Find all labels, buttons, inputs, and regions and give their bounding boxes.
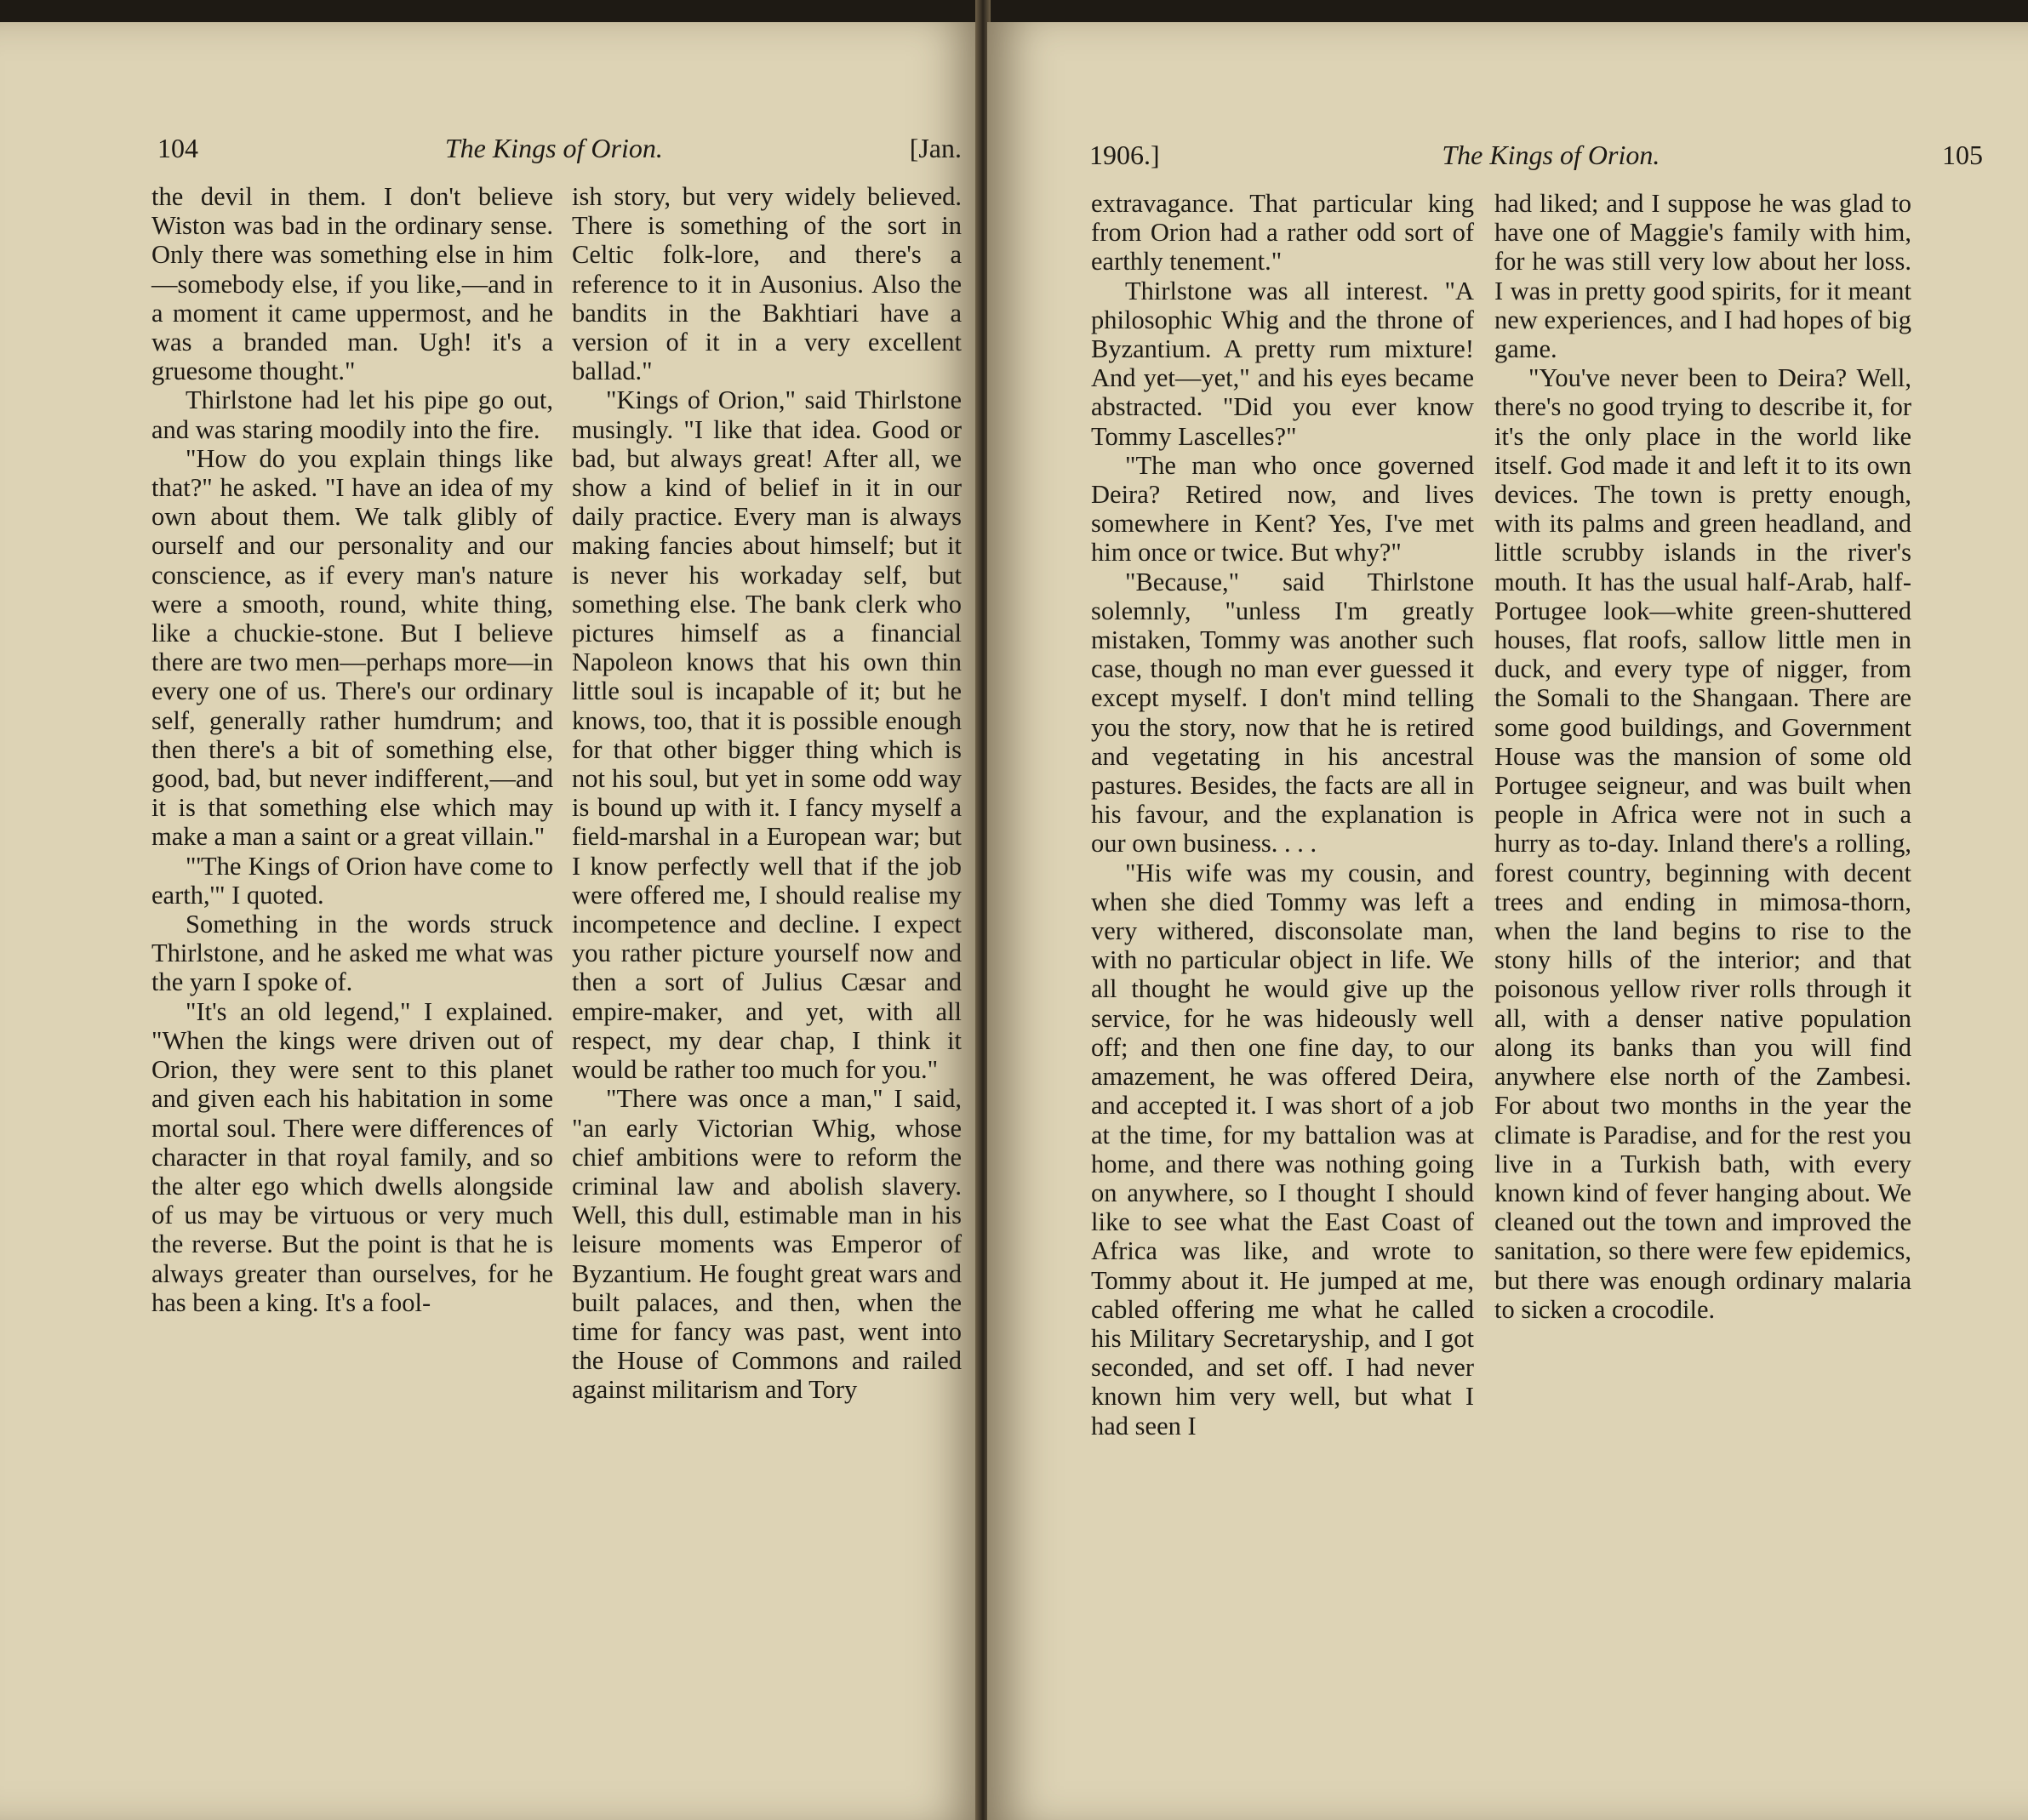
paragraph: the devil in them. I don't believe Wiston was bad in the ordinary sense. Only there was something else in him—somebody else, if you like,—and in a moment it came uppermost, and he was a branded man. Ugh! it's a gruesome thought." (151, 182, 553, 386)
right-page (987, 22, 2028, 1820)
paragraph: had liked; and I suppose he was glad to have one of Maggie's family with him, for he was still very low about her loss. I was in pretty good spirits, for it meant new experiences, and I had hopes of big game. (1494, 189, 1911, 364)
paragraph: "'The Kings of Orion have come to earth,'" I quoted. (151, 851, 553, 910)
paragraph: "The man who once governed Deira? Retired now, and lives somewhere in Kent? Yes, I've met him once or twice. But why?" (1091, 450, 1474, 568)
right-running-title: The Kings of Orion. (1442, 140, 1660, 170)
paragraph: ish story, but very widely believed. There is something of the sort in Celtic folk-lore, and there's a reference to it in Ausonius. Also the bandits in the Bakhtiari have a version of it in a very excellent ballad." (572, 182, 962, 386)
left-column-2 (572, 182, 962, 1405)
paragraph: "How do you explain things like that?" he asked. "I have an idea of my own about them. We talk glibly of ourself and our personality and our conscience, as if every man's nature were a smooth, round, white thing, like a chuckie-stone. But I believe there are two men—perhaps more—in every one of us. There's our ordinary self, generally rather humdrum; and then there's a bit of something else, good, bad, but never indifferent,—and it is that something else which may make a man a saint or a great villain." (151, 443, 553, 852)
paragraph: "There was once a man," I said, "an early Victorian Whig, whose chief ambitions were to reform the criminal law and abolish slavery. Well, this dull, estimable man in his leisure moments was Emperor of Byzantium. He fought great wars and built palaces, and then, when the time for fancy was past, went into the House of Commons and railed against militarism and Tory (572, 1084, 962, 1405)
right-page-number: 105 (1942, 140, 1983, 170)
left-column-1 (151, 182, 553, 1317)
paragraph: Something in the words struck Thirlstone, and he asked me what was the yarn I spoke of. (151, 910, 553, 997)
paragraph: "Kings of Orion," said Thirlstone musingly. "I like that idea. Good or bad, but always great! After all, we show a kind of belief in it in our daily practice. Every man is always making fancies about himself; but it is never his workaday self, but something else. The bank clerk who pictures himself as a financial Napoleon knows that his own thin little soul is incapable of it; but he knows, too, that it is possible enough for that other bigger thing which is not his soul, but yet in some odd way is bound up with it. I fancy myself a field-marshal in a European war; but I know perfectly well that if the job were offered me, I should realise my incompetence and decline. I expect you rather picture yourself now and then a sort of Julius Cæsar and empire-maker, and yet, with all respect, my dear chap, I think it would be rather too much for you." (572, 385, 962, 1085)
paragraph: Thirlstone had let his pipe go out, and was staring moodily into the fire. (151, 385, 553, 444)
left-running-title: The Kings of Orion. (444, 133, 663, 163)
paragraph: "It's an old legend," I explained. "When the kings were driven out of Orion, they were sent to this planet and given each his habitation in some mortal soul. There were differences of character in that royal family, and so the alter ego which dwells alongside of us may be virtuous or very much the reverse. But the point is that he is always greater than ourselves, for he has been a king. It's a fool- (151, 996, 553, 1317)
left-page-header (157, 133, 962, 175)
left-page (0, 22, 979, 1820)
left-page-number: 104 (157, 133, 198, 163)
right-date-mark: 1906.] (1089, 140, 1160, 170)
paragraph: extravagance. That particular king from Orion had a rather odd sort of earthly tenement." (1091, 189, 1474, 277)
paragraph: "His wife was my cousin, and when she died Tommy was left a very withered, disconsolate man, with no particular object in life. We all thought he would give up the service, for he was hideously well off; and then one fine day, to our amazement, he was offered Deira, and accepted it. I was short of a job at the time, for my battalion was at home, and there was nothing going on anywhere, so I thought I should like to see what the East Coast of Africa was like, and wrote to Tommy about it. He jumped at me, cabled offering me what he called his Military Secretaryship, and I got seconded, and set off. I had never known him very well, but what I had seen I (1091, 858, 1474, 1441)
paragraph: Thirlstone was all interest. "A philosophic Whig and the throne of Byzantium. A pretty rum mixture! And yet—yet," and his eyes became abstracted. "Did you ever know Tommy Lascelles?" (1091, 276, 1474, 451)
right-column-2 (1494, 189, 1911, 1324)
right-column-1 (1091, 189, 1474, 1441)
paragraph: "You've never been to Deira? Well, there's no good trying to describe it, for it's the only place in the world like itself. God made it and left it to its own devices. The town is pretty enough, with its palms and green headland, and little scrubby islands in the river's mouth. It has the usual half-Arab, half-Portugee look—white green-shuttered houses, flat roofs, sallow little men in duck, and every type of nigger, from the Somali to the Shangaan. There are some good buildings, and Government House was the mansion of some old Portugee seigneur, and was built when people in Africa were not in such a hurry as to-day. Inland there's a rolling, forest country, beginning with decent trees and ending in mimosa-thorn, when the land begins to rise to the stony hills of the interior; and that poisonous yellow river rolls through it all, with a denser native population along its banks than you will find anywhere else north of the Zambesi. For about two months in the year the climate is Paradise, and for the rest you live in a Turkish bath, with every known kind of fever hanging about. We cleaned out the town and improved the sanitation, so there were few epidemics, but there was enough ordinary malaria to sicken a crocodile. (1494, 363, 1911, 1324)
right-page-header (1089, 140, 1983, 182)
left-date-mark: [Jan. (909, 133, 962, 163)
paragraph: "Because," said Thirlstone solemnly, "unless I'm greatly mistaken, Tommy was another such case, though no man ever guessed it except myself. I don't mind telling you the story, now that he is retired and vegetating in his ancestral pastures. Besides, the facts are all in his favour, and the explanation is our own business. . . . (1091, 567, 1474, 859)
scan-top-edge (0, 0, 2028, 22)
